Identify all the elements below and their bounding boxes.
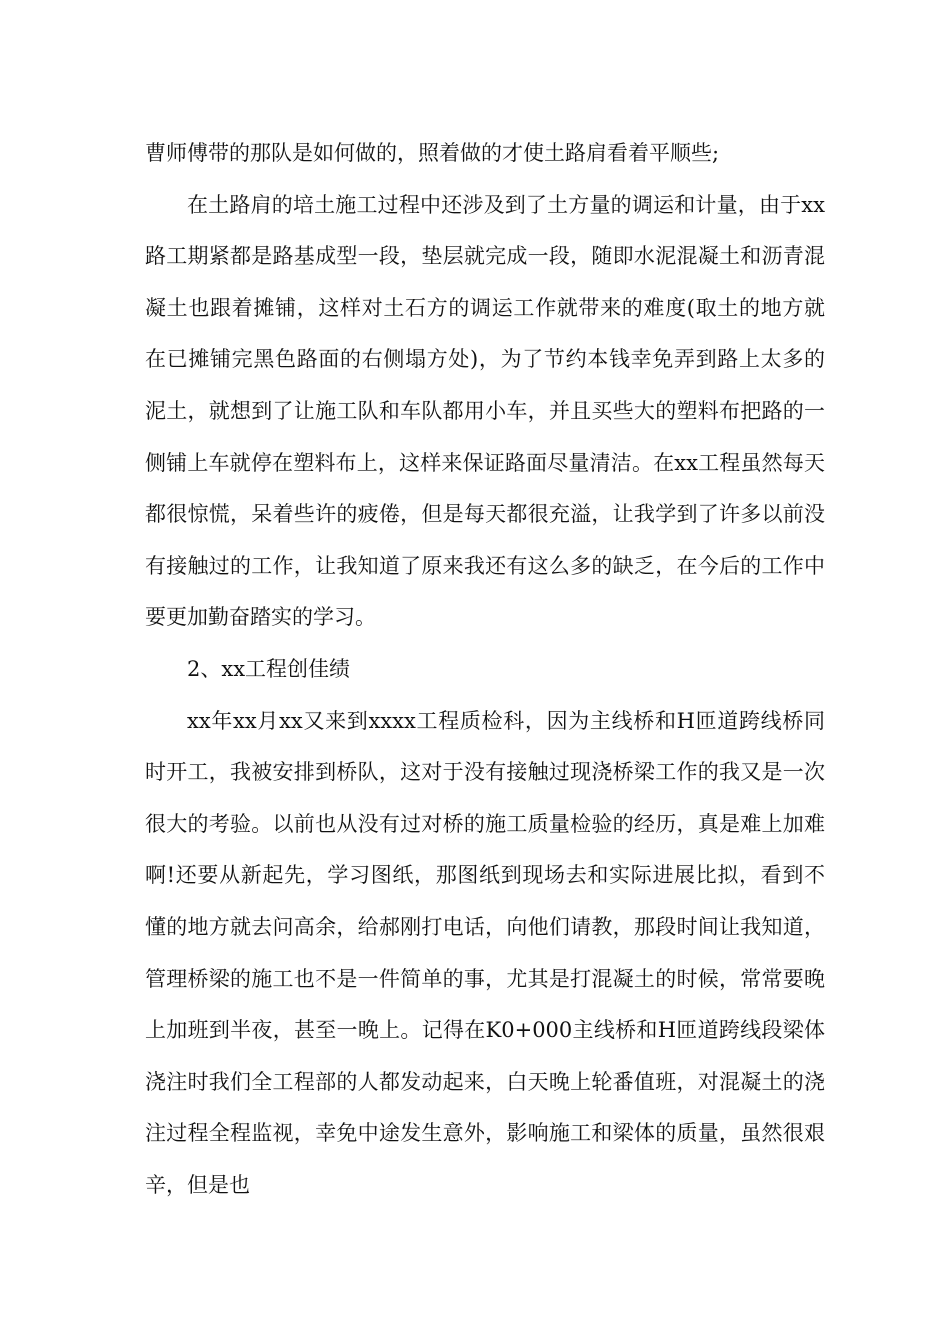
section-heading: 2、xx工程创佳绩 bbox=[187, 656, 351, 681]
paragraph-earthwork: 在土路肩的培土施工过程中还涉及到了土方量的调运和计量，由于xx路工期紧都是路基成型一段，垫层就完成一段，随即水泥混凝土和沥青混凝土也跟着摊铺，这样对土石方的调运工作就带来的难度(取土的地方就在已摊铺完黑色路面的右侧塌方处)，为了节约本钱幸免弄到路上太多的泥土，就想到了让施工队和车队都用小车，并且买些大的塑料布把路的一侧铺上车就停在塑料布上，这样来保证路面尽量清洁。在xx工程虽然每天都很惊慌，呆着些许的疲倦，但是每天都很充溢，让我学到了许多以前没有接触过的工作，让我知道了原来我还有这么多的缺乏，在今后的工作中要更加勤奋踏实的学习。 bbox=[145, 192, 825, 630]
document-body bbox=[145, 128, 825, 1211]
paragraph-continuation: 曹师傅带的那队是如何做的，照着做的才使土路肩看着平顺些; bbox=[145, 141, 720, 165]
paragraph-bridge-work: xx年xx月xx又来到xxxx工程质检科，因为主线桥和H匝道跨线桥同时开工，我被安排到桥队，这对于没有接触过现浇桥梁工作的我又是一次很大的考验。以前也从没有过对桥的施工质量检验的经历，真是难上加难啊!还要从新起先，学习图纸，那图纸到现场去和实际进展比拟，看到不懂的地方就去问高余，给郝刚打电话，向他们请教，那段时间让我知道，管理桥梁的施工也不是一件简单的事，尤其是打混凝土的时候，常常要晚上加班到半夜，甚至一晚上。记得在K0+000主线桥和H匝道跨线段梁体浇注时我们全工程部的人都发动起来，白天晚上轮番值班，对混凝土的浇注过程全程监视，幸免中途发生意外，影响施工和梁体的质量，虽然很艰辛，但是也 bbox=[145, 708, 825, 1197]
